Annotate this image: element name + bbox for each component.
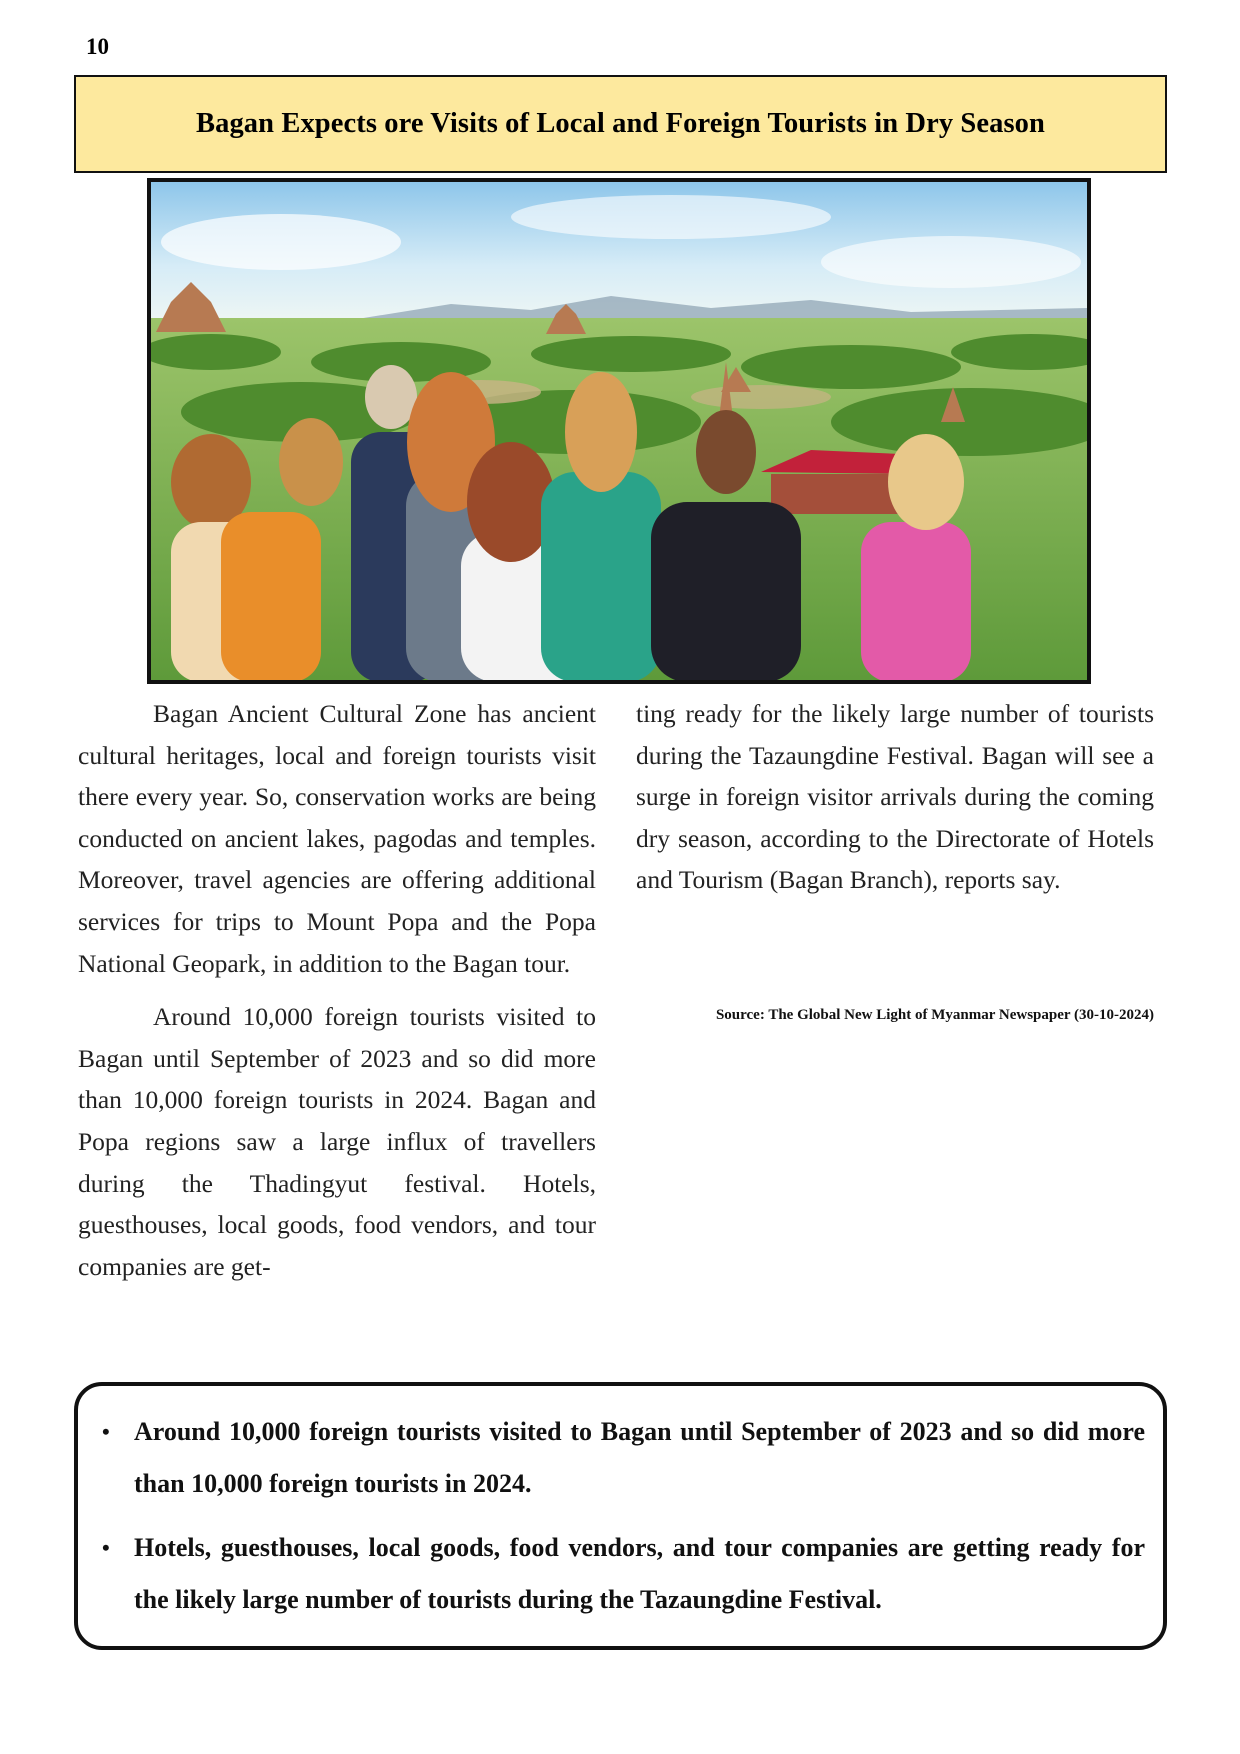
summary-point-text: Hotels, guesthouses, local goods, food vendors, and tour companies are getting ready for the likely large number of tourists during the Tazaungdine Festival. <box>134 1533 1145 1614</box>
article-paragraph: Around 10,000 foreign tourists visited to Bagan until September of 2023 and so did more than 10,000 foreign tourists in 2024. Bagan and Popa regions saw a large influx of travellers during the Thadingyut festival. Hotels, guesthouses, local goods, food vendors, and tour companies are get- <box>78 1002 596 1281</box>
summary-box <box>74 1382 1167 1650</box>
tourists-viewing-bagan-temples-photo <box>147 178 1091 684</box>
page-number: 10 <box>86 34 109 59</box>
summary-list <box>96 1406 1145 1626</box>
summary-point-text: Around 10,000 foreign tourists visited to Bagan until September of 2023 and so did more than 10,000 foreign tourists in 2024. <box>134 1417 1145 1498</box>
photo-illustration <box>151 182 1087 680</box>
article-column-right <box>636 693 1154 901</box>
summary-point <box>96 1406 1145 1510</box>
bullet-icon: • <box>102 1419 110 1444</box>
article-paragraph: Bagan Ancient Cultural Zone has ancient cultural heritages, local and foreign tourists visit there every year. So, conservation works are being conducted on ancient lakes, pagodas and temples. Moreover, travel agencies are offering additional services for trips to Mount Popa and the Popa National Geopark, in addition to the Bagan tour. <box>78 699 596 978</box>
source-citation: Source: The Global New Light of Myanmar Newspaper (30-10-2024) <box>715 1007 1154 1023</box>
summary-point <box>96 1522 1145 1626</box>
article-title: Bagan Expects ore Visits of Local and Foreign Tourists in Dry Season <box>196 108 1045 139</box>
bullet-icon: • <box>102 1535 110 1560</box>
article-paragraph-continued: ting ready for the likely large number of tourists during the Tazaungdine Festival. Bagan will see a surge in foreign visitor arrivals during the coming dry season, according to the Directorate of Hotels and Tourism (Bagan Branch), reports say. <box>636 699 1154 895</box>
article-column-left <box>78 693 596 1287</box>
title-banner <box>74 75 1167 173</box>
